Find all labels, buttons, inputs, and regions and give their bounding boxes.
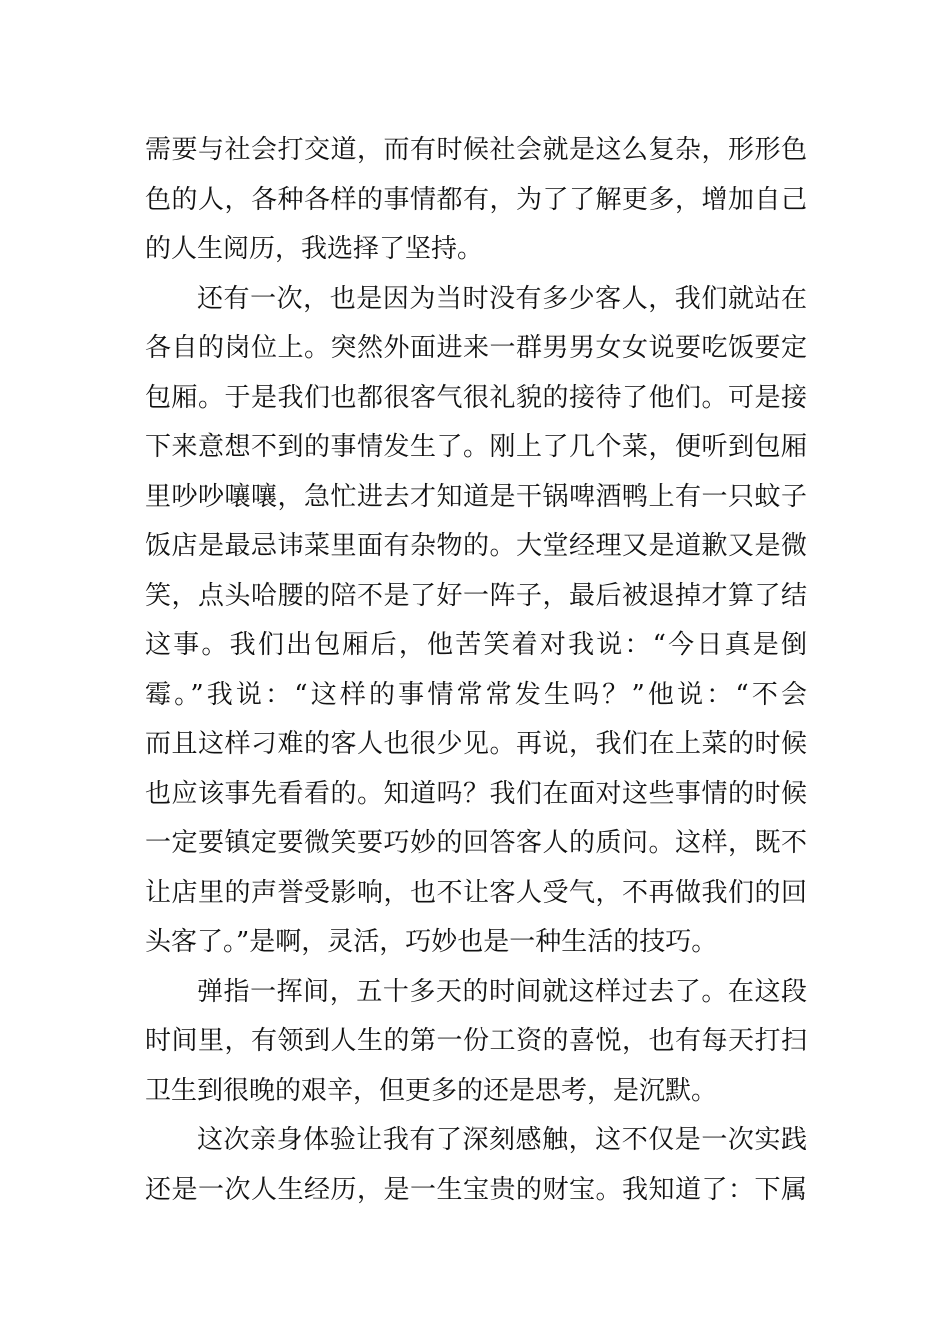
text-line: 色的人，各种各样的事情都有，为了了解更多，增加自己	[145, 184, 807, 215]
text-line: 而且这样刁难的客人也很少见。再说，我们在上菜的时候	[145, 729, 807, 759]
text-line: 笑，点头哈腰的陪不是了好一阵子，最后被退掉才算了结	[145, 580, 807, 611]
text-line: 下来意想不到的事情发生了。刚上了几个菜，便听到包厢	[145, 432, 807, 462]
text-line: 需要与社会打交道，而有时候社会就是这么复杂，形形色	[145, 135, 807, 165]
text-line: 饭店是最忌讳菜里面有杂物的。大堂经理又是道歉又是微	[145, 531, 807, 561]
text-line: 这事。我们出包厢后，他苦笑着对我说：“今日真是倒	[145, 630, 807, 660]
text-line: 的人生阅历，我选择了坚持。	[145, 234, 484, 264]
text-line: 头客了。”是啊，灵活，巧妙也是一种生活的技巧。	[145, 927, 718, 957]
text-line: 包厢。于是我们也都很客气很礼貌的接待了他们。可是接	[145, 382, 807, 413]
text-line: 里吵吵嚷嚷，急忙进去才知道是干锅啤酒鸭上有一只蚊子	[145, 481, 807, 512]
text-line: 也应该事先看看的。知道吗？我们在面对这些事情的时候	[145, 778, 807, 809]
text-line: 弹指一挥间，五十多天的时间就这样过去了。在这段	[197, 976, 807, 1007]
text-line: 各自的岗位上。突然外面进来一群男男女女说要吃饭要定	[145, 333, 807, 363]
text-line: 还是一次人生经历，是一生宝贵的财宝。我知道了：下属	[145, 1174, 807, 1205]
text-line: 一定要镇定要微笑要巧妙的回答客人的质问。这样，既不	[145, 828, 807, 858]
text-line: 卫生到很晚的艰辛，但更多的还是思考，是沉默。	[145, 1075, 718, 1106]
text-line: 这次亲身体验让我有了深刻感触，这不仅是一次实践	[197, 1125, 807, 1155]
text-line: 还有一次，也是因为当时没有多少客人，我们就站在	[197, 283, 807, 314]
document-body	[145, 126, 807, 1215]
text-line: 时间里，有领到人生的第一份工资的喜悦，也有每天打扫	[145, 1026, 807, 1056]
text-line: 让店里的声誉受影响，也不让客人受气，不再做我们的回	[145, 877, 807, 908]
text-line: 霉。”我说：“这样的事情常常发生吗？”他说：“不会	[145, 679, 807, 710]
